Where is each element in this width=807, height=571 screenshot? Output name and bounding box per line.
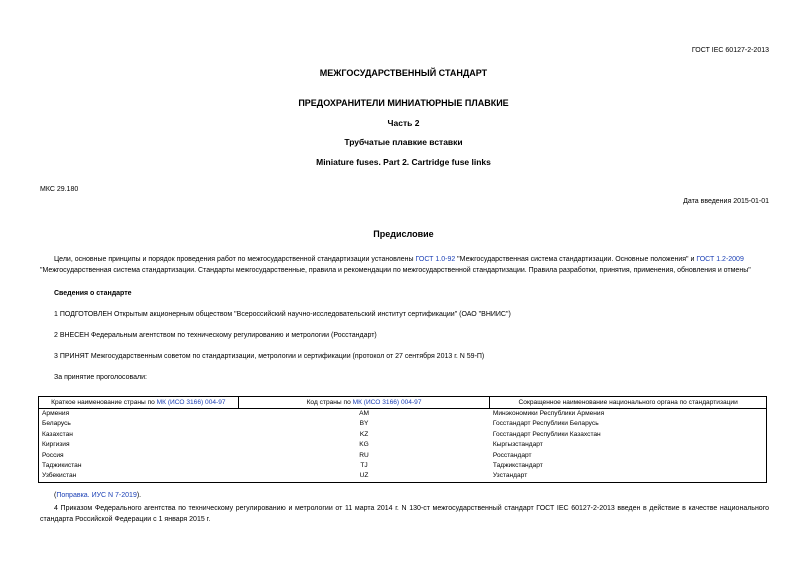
table-row <box>39 471 767 482</box>
info-item-prepared: 1 ПОДГОТОВЛЕН Открытым акционерным обществом "Всероссийский научно-исследовательский институт сертификации" (ОАО "ВНИИС") <box>54 311 511 318</box>
preface-intro <box>40 255 769 276</box>
standard-main-title: ПРЕДОХРАНИТЕЛИ МИНИАТЮРНЫЕ ПЛАВКИЕ <box>298 98 509 108</box>
table-header-row <box>39 397 767 409</box>
table-row <box>39 419 767 429</box>
body-cell: Росстандарт <box>490 451 767 461</box>
column-header-body: Сокращенное наименование национального органа по стандартизации <box>490 397 767 409</box>
intro-text-c: "Межгосударственная система стандартизации. Стандарты межгосударственные, правила и рекомендации по межгосударственной стандартизации. Правила разработки, принятия, применения, обновления и отмены" <box>40 266 751 274</box>
preface-heading: Предисловие <box>373 229 434 239</box>
country-cell: Узбекистан <box>39 471 239 482</box>
country-cell: Армения <box>39 409 239 420</box>
table-row <box>39 409 767 420</box>
table-row <box>39 461 767 471</box>
mk-iso-3166-link[interactable]: МК (ИСО 3166) 004-97 <box>156 399 226 406</box>
voting-countries-table <box>38 396 767 483</box>
column-header-code: Код страны по МК (ИСО 3166) 004-97 <box>238 397 490 409</box>
code-cell: RU <box>359 451 369 459</box>
column-header-country: Краткое наименование страны по МК (ИСО 3166) 004-97 <box>39 397 239 409</box>
country-cell: Беларусь <box>39 419 239 429</box>
body-cell: Кыргызстандарт <box>490 440 767 450</box>
standard-english-title: Miniature fuses. Part 2. Cartridge fuse links <box>316 157 491 167</box>
code-cell: UZ <box>238 471 490 482</box>
amendment-link[interactable]: Поправка. ИУС N 7-2019 <box>56 492 137 499</box>
code-cell: TJ <box>360 462 368 470</box>
document-code: ГОСТ IEC 60127-2-2013 <box>691 47 769 54</box>
country-cell: Киргизия <box>39 440 239 450</box>
mk-iso-3166-code-link[interactable]: МК (ИСО 3166) 004-97 <box>352 399 422 406</box>
info-item-introduced: 2 ВНЕСЕН Федеральным агентством по техническому регулированию и метрологии (Росстандарт) <box>54 332 377 339</box>
body-cell: Госстандарт Республики Казахстан <box>490 430 767 440</box>
standard-info-heading: Сведения о стандарте <box>54 290 132 297</box>
info-item-adopted: 3 ПРИНЯТ Межгосударственным советом по стандартизации, метрологии и сертификации (протокол от 27 сентября 2013 г. N 59-П) <box>54 353 485 360</box>
intro-text-a: Цели, основные принципы и порядок проведения работ по межгосударственной стандартизации установлены <box>54 256 416 263</box>
code-cell: KG <box>359 441 369 449</box>
intro-text-b: "Межгосударственная система стандартизации. Основные положения" и <box>455 256 697 263</box>
body-cell: Госстандарт Республики Беларусь <box>490 419 767 429</box>
standard-part: Часть 2 <box>387 118 420 128</box>
code-cell: KZ <box>359 430 369 438</box>
table-row <box>39 451 767 461</box>
amendment-note: (Поправка. ИУС N 7-2019). <box>54 492 142 499</box>
order-paragraph: 4 Приказом Федерального агентства по техническому регулированию и метрологии от 11 марта 2014 г. N 130-ст межгосударственный стандарт ГОСТ IEC 60127-2-2013 введен в действие в качестве национального стандарта Российской Федерации с 1 января 2015 г. <box>40 505 769 523</box>
country-cell: Таджикистан <box>39 461 239 471</box>
mks-code: МКС 29.180 <box>40 186 79 193</box>
country-cell: Россия <box>39 451 239 461</box>
effective-date: Дата введения 2015-01-01 <box>683 198 769 205</box>
body-cell: Таджикстандарт <box>490 461 767 471</box>
code-cell: AM <box>359 410 369 417</box>
country-cell: Казахстан <box>39 430 239 440</box>
table-row <box>39 430 767 440</box>
standard-type-title: МЕЖГОСУДАРСТВЕННЫЙ СТАНДАРТ <box>319 68 488 78</box>
body-cell: Узстандарт <box>490 471 767 482</box>
standard-subtitle: Трубчатые плавкие вставки <box>344 137 463 147</box>
voted-label: За принятие проголосовали: <box>54 374 147 381</box>
table-row <box>39 440 767 450</box>
body-cell: Минэкономики Республики Армения <box>490 409 767 420</box>
gost-1-2-2009-link[interactable]: ГОСТ 1.2-2009 <box>696 256 744 263</box>
code-cell: BY <box>359 420 369 428</box>
gost-1-0-92-link[interactable]: ГОСТ 1.0-92 <box>415 256 456 263</box>
